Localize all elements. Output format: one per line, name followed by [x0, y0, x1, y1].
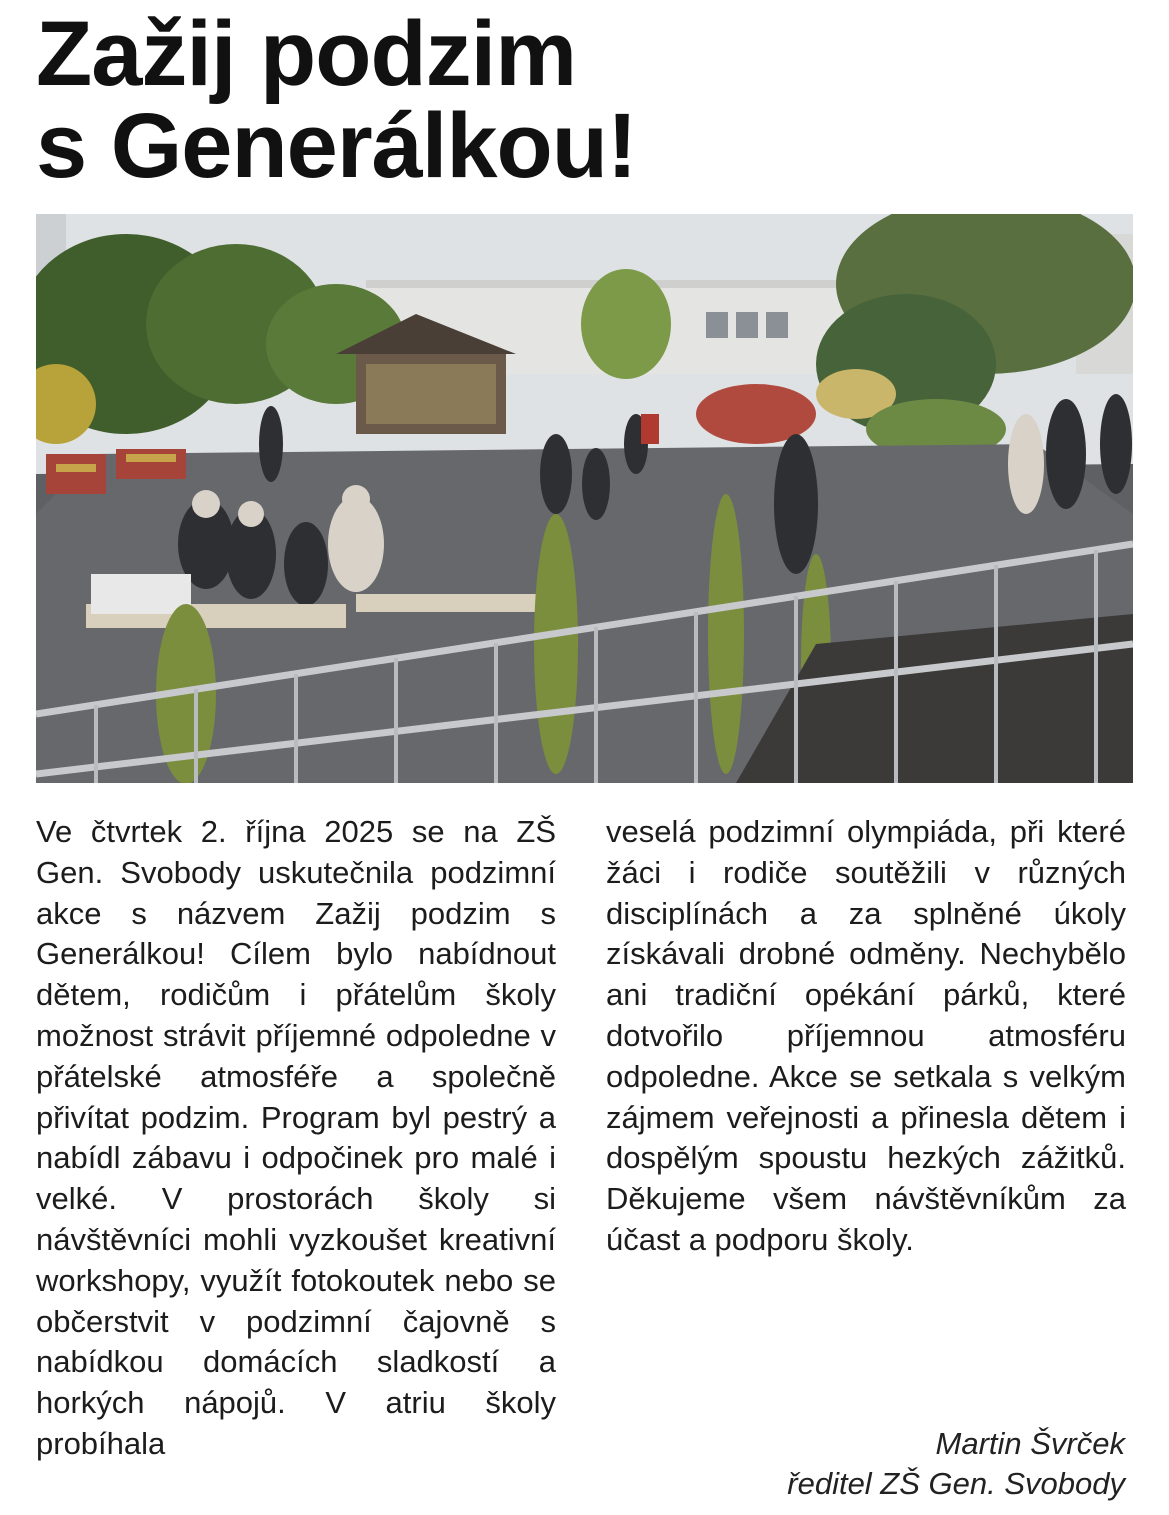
signature [787, 1424, 1125, 1504]
article-photo [36, 214, 1133, 783]
headline-line-1: Zažij podzim [36, 3, 576, 105]
article-text-left: Ve čtvrtek 2. října 2025 se na ZŠ Gen. Svobody uskutečnila podzimní akce s názvem Zažij podzim s Generálkou! Cílem bylo nabídnout dětem, rodičům i přátelům školy možnost strávit příjemné odpoledne v přátelské atmosféře a společně přivítat podzim. Program byl pestrý a nabídl zábavu i odpočinek pro malé i velké. V prostorách školy si návštěvníci mohli vyzkoušet kreativní workshopy, využít fotokoutek nebo se občerstvit v podzimní čajovně s nabídkou domácích sladkostí a horkých nápojů. V atriu školy probíhala [36, 814, 556, 1461]
signature-name: Martin Švrček [935, 1426, 1125, 1461]
signature-role: ředitel ZŠ Gen. Svobody [787, 1466, 1125, 1501]
headline-line-2: s Generálkou! [36, 95, 637, 197]
article-column-left [36, 812, 556, 1465]
article-text-right: veselá podzimní olympiáda, při které žáci i rodiče soutěžili v různých disciplínách a za splněné úkoly získávali drobné odměny. Nechybělo ani tradiční opékání párků, které dotvořilo příjemnou atmosféru odpoledne. Akce se setkala s velkým zájmem veřejnosti a přinesla dětem i dospělým spoustu hezkých zážitků. Děkujeme všem návštěvníkům za účast a podporu školy. [606, 814, 1126, 1257]
article-column-right [606, 812, 1126, 1261]
headline [36, 3, 637, 197]
